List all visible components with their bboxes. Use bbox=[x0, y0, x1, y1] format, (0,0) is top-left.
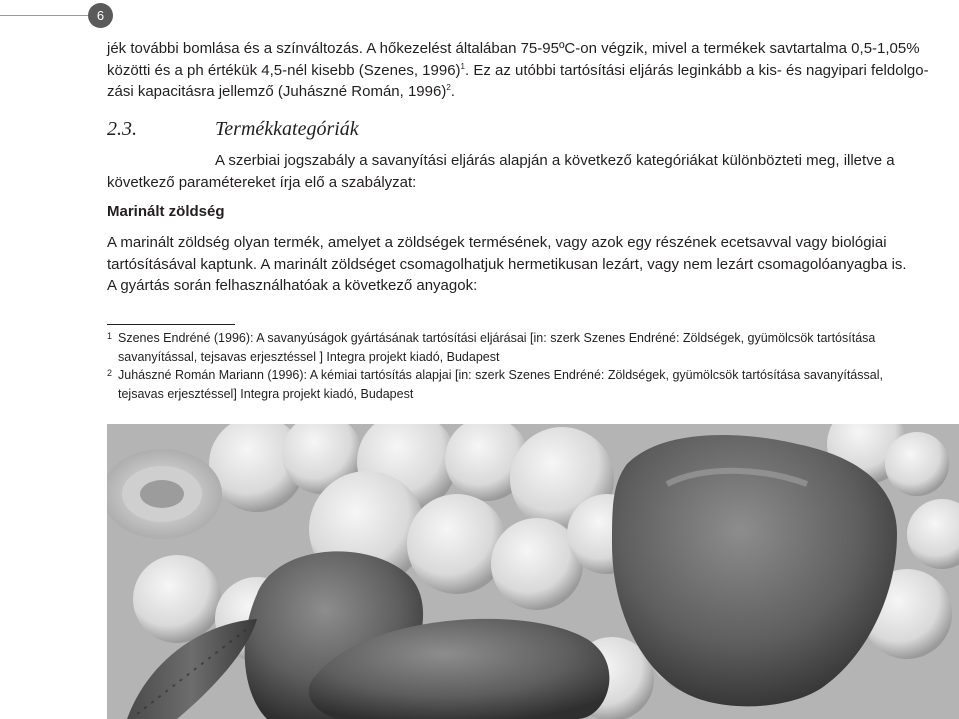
intro-line-1: jék további bomlása és a színváltozás. A hőkezelést általában 75-95ºC-on végzik, mivel a termékek savtartalma 0,5-1,05% bbox=[107, 40, 920, 57]
intro-line-2-text: közötti és a ph értékük 4,5-nél kisebb (Szenes, 1996) bbox=[107, 61, 461, 79]
footnote-1 bbox=[107, 329, 959, 367]
footnote-ref-2: 2 bbox=[446, 83, 451, 92]
subheading-marinated-vegetables: Marinált zöldség bbox=[107, 203, 225, 220]
intro-line-3-text: zási kapacitásra jellemző (Juhászné Román, 1996) bbox=[107, 83, 447, 100]
footnote-2-number: 2 bbox=[107, 368, 113, 378]
paragraph-categories-line-2: következő paramétereket írja elő a szabályzat: bbox=[107, 173, 417, 191]
paragraph-categories bbox=[107, 150, 959, 193]
footnote-1-line-1: Szenes Endréné (1996): A savanyúságok gyártásának tartósítási eljárásai [in: szerk Szenes Endréné: Zöldségek, gyümölcsök tartósítása bbox=[118, 331, 876, 345]
section-title: Termékkategóriák bbox=[215, 118, 359, 140]
intro-paragraph bbox=[107, 38, 959, 103]
intro-line-3 bbox=[107, 81, 959, 103]
intro-line-2-tail: . Ez az utóbbi tartósítási eljárás leginkább a kis- és nagyipari feldolgo- bbox=[465, 61, 929, 79]
photo-illustration bbox=[107, 424, 959, 719]
footnote-1-number: 1 bbox=[107, 331, 113, 341]
intro-line-3-tail: . bbox=[450, 83, 455, 100]
intro-line-2 bbox=[107, 60, 959, 82]
footnote-2 bbox=[107, 366, 959, 404]
paragraph-marinated bbox=[107, 232, 959, 297]
section-number: 2.3. bbox=[107, 118, 137, 140]
header-rule bbox=[0, 15, 88, 16]
footnote-2-line-1: Juhászné Román Mariann (1996): A kémiai tartósítás alapjai [in: szerk Szenes Endréné: Zöldségek, gyümölcsök tartósítása savanyítással, bbox=[118, 368, 883, 382]
footnote-1-line-2: savanyítással, tejsavas erjesztéssel ] Integra projekt kiadó, Budapest bbox=[118, 350, 500, 364]
paragraph-marinated-line-1: A marinált zöldség olyan termék, amelyet a zöldségek termésének, vagy azok egy részének ecetsavval vagy biológiai bbox=[107, 234, 887, 251]
pickled-vegetables-photo bbox=[107, 424, 959, 719]
footnote-2-line-2: tejsavas erjesztéssel] Integra projekt kiadó, Budapest bbox=[118, 387, 414, 401]
paragraph-marinated-line-3: A gyártás során felhasználhatóak a következő anyagok: bbox=[107, 277, 478, 294]
paragraph-marinated-line-2: tartósításával kaptunk. A marinált zöldséget csomagolhatjuk hermetikusan lezárt, vagy nem lezárt csomagolóanyagba is. bbox=[107, 255, 907, 273]
page-number-badge: 6 bbox=[88, 3, 113, 28]
paragraph-categories-line-1: A szerbiai jogszabály a savanyítási eljárás alapján a következő kategóriákat különbözteti meg, illetve a bbox=[215, 152, 895, 169]
footnote-rule bbox=[107, 324, 235, 325]
footnote-ref-1: 1 bbox=[460, 61, 465, 71]
onion-slices bbox=[107, 449, 222, 539]
